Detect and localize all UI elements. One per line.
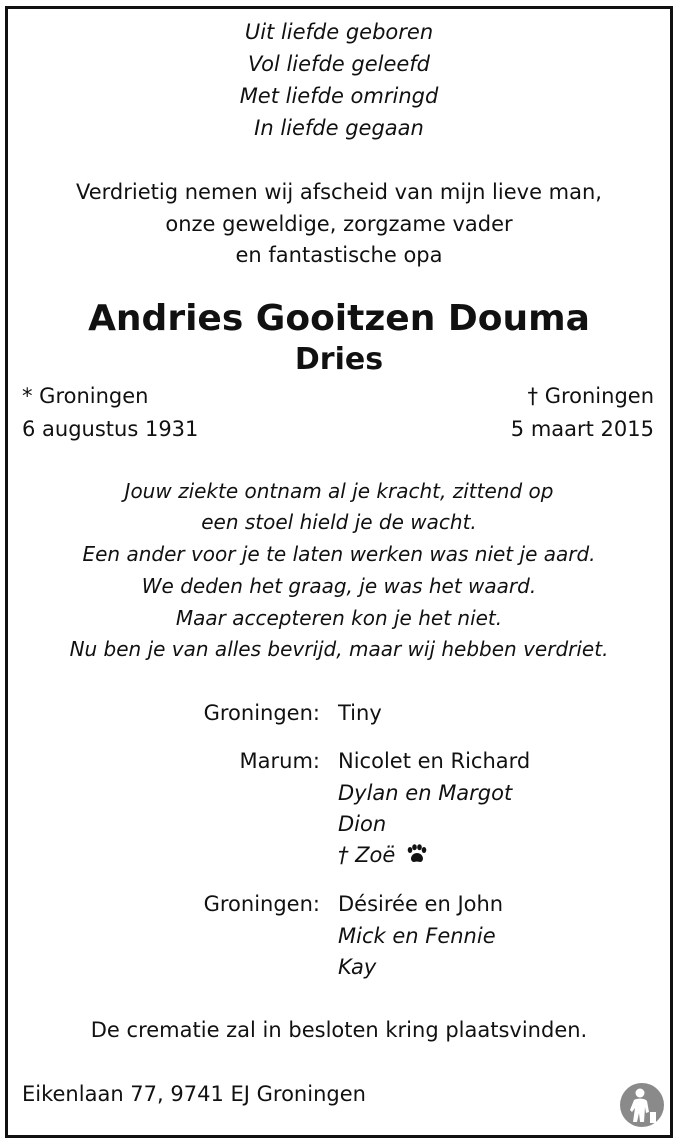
- family-member: Nicolet en Richard: [338, 749, 531, 773]
- intro-line-1: Verdrietig nemen wij afscheid van mijn lieve man,: [76, 180, 602, 204]
- opening-poem-line-2: Vol liefde geleefd: [247, 52, 431, 76]
- family-member: Kay: [338, 955, 377, 979]
- family-member-name: † Zoë: [338, 843, 396, 867]
- family-member-deceased: [338, 843, 427, 867]
- closing-poem-line-5: Maar accepteren kon je het niet.: [175, 606, 503, 630]
- death-date: 5 maart 2015: [510, 417, 654, 441]
- deceased-nickname: Dries: [294, 342, 384, 377]
- family-member: Dylan en Margot: [338, 781, 513, 805]
- death-place: † Groningen: [527, 384, 654, 408]
- closing-poem-line-3: Een ander voor je te laten werken was niet je aard.: [82, 542, 596, 566]
- paw-print-icon: [405, 844, 427, 864]
- opening-poem-line-3: Met liefde omringd: [239, 84, 439, 108]
- cremation-note: De crematie zal in besloten kring plaatsvinden.: [90, 1018, 588, 1042]
- intro-line-3: en fantastische opa: [235, 243, 443, 267]
- intro-line-2: onze geweldige, zorgzame vader: [165, 212, 513, 236]
- family-member: Tiny: [338, 701, 382, 725]
- closing-poem-line-1: Jouw ziekte ontnam al je kracht, zittend op: [124, 479, 554, 503]
- opening-poem-line-4: In liefde gegaan: [254, 116, 424, 140]
- closing-poem-line-2: een stoel hield je de wacht.: [201, 510, 477, 534]
- family-member: Dion: [338, 812, 387, 836]
- memorial-figure-logo: [619, 1082, 665, 1128]
- closing-poem-line-4: We deden het graag, je was het waard.: [141, 574, 537, 598]
- address: Eikenlaan 77, 9741 EJ Groningen: [22, 1082, 366, 1106]
- family-place-groningen-1: Groningen:: [203, 701, 320, 725]
- family-place-marum: Marum:: [239, 749, 320, 773]
- family-member: Mick en Fennie: [338, 924, 496, 948]
- deceased-full-name: Andries Gooitzen Douma: [88, 298, 590, 339]
- opening-poem-line-1: Uit liefde geboren: [244, 20, 434, 44]
- family-member: Désirée en John: [338, 892, 504, 916]
- birth-date: 6 augustus 1931: [22, 417, 199, 441]
- closing-poem-line-6: Nu ben je van alles bevrijd, maar wij hebben verdriet.: [69, 637, 609, 661]
- family-place-groningen-2: Groningen:: [203, 892, 320, 916]
- birth-place: * Groningen: [22, 384, 149, 408]
